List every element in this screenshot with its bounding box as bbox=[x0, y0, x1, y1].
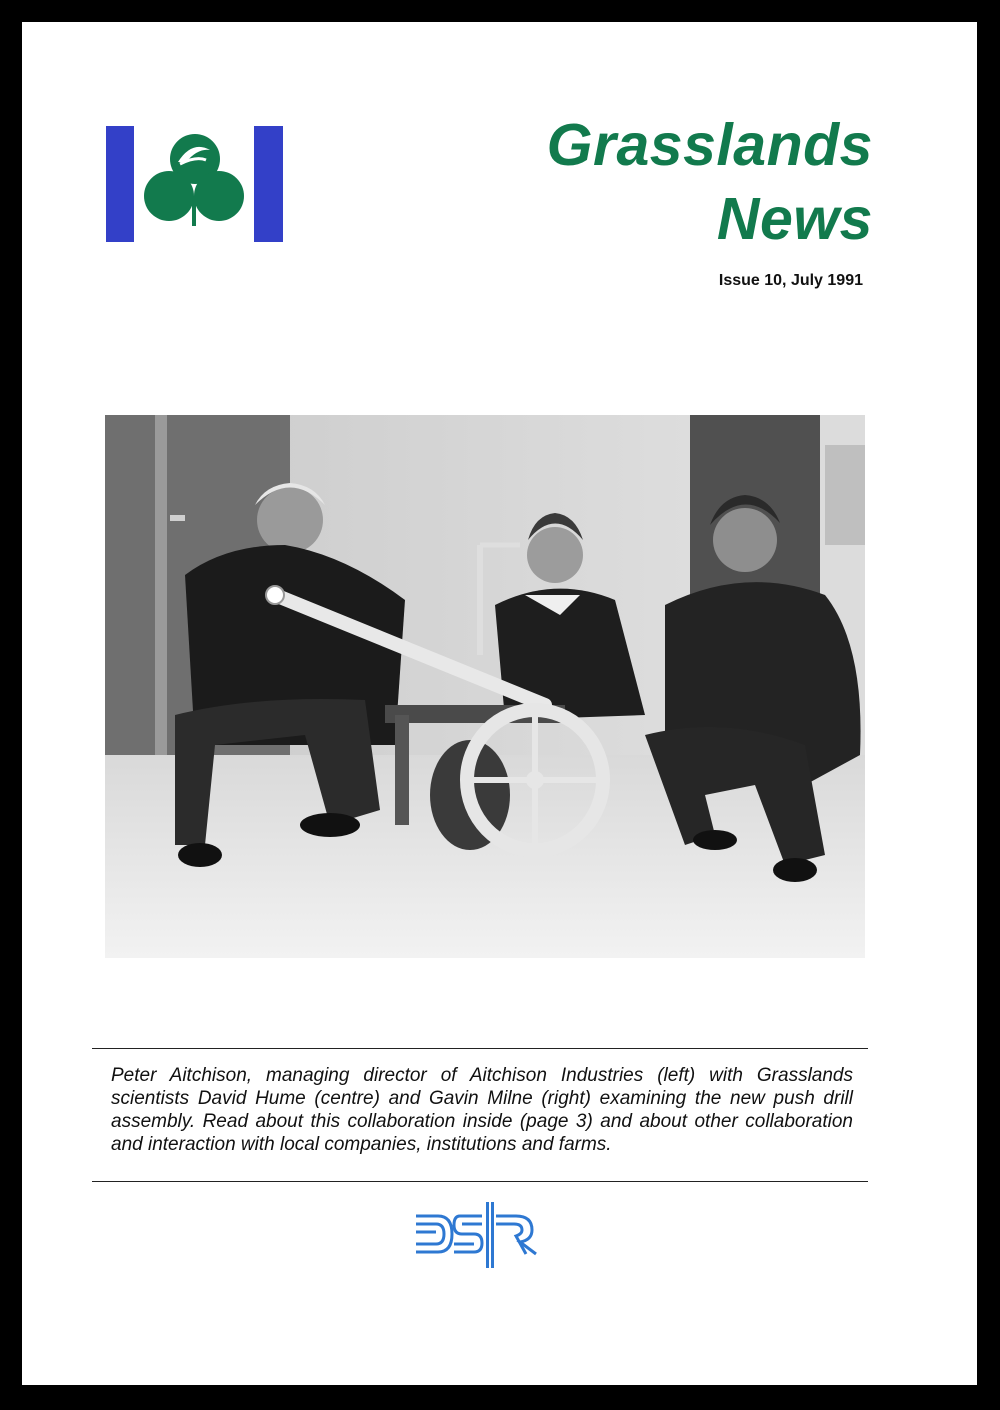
dsir-logo-icon bbox=[412, 1200, 540, 1270]
cover-photo bbox=[105, 415, 865, 958]
masthead-title-line-2: News bbox=[716, 186, 873, 252]
newsletter-cover bbox=[22, 22, 977, 1385]
issue-date: Issue 10, July 1991 bbox=[718, 272, 863, 289]
caption-rule-top bbox=[92, 1048, 868, 1049]
shamrock-logo-icon bbox=[106, 126, 284, 246]
caption-rule-bottom bbox=[92, 1181, 868, 1182]
masthead-title bbox=[547, 108, 873, 256]
masthead-title-line-1: Grasslands bbox=[546, 112, 873, 178]
photo-caption: Peter Aitchison, managing director of Aitchison Industries (left) with Grasslands scientists David Hume (centre) and Gavin Milne (right) examining the new push drill assembly. Read about this collaboration inside (page 3) and about other collaboration and interaction with local companies, institutions and farms. bbox=[111, 1065, 853, 1155]
